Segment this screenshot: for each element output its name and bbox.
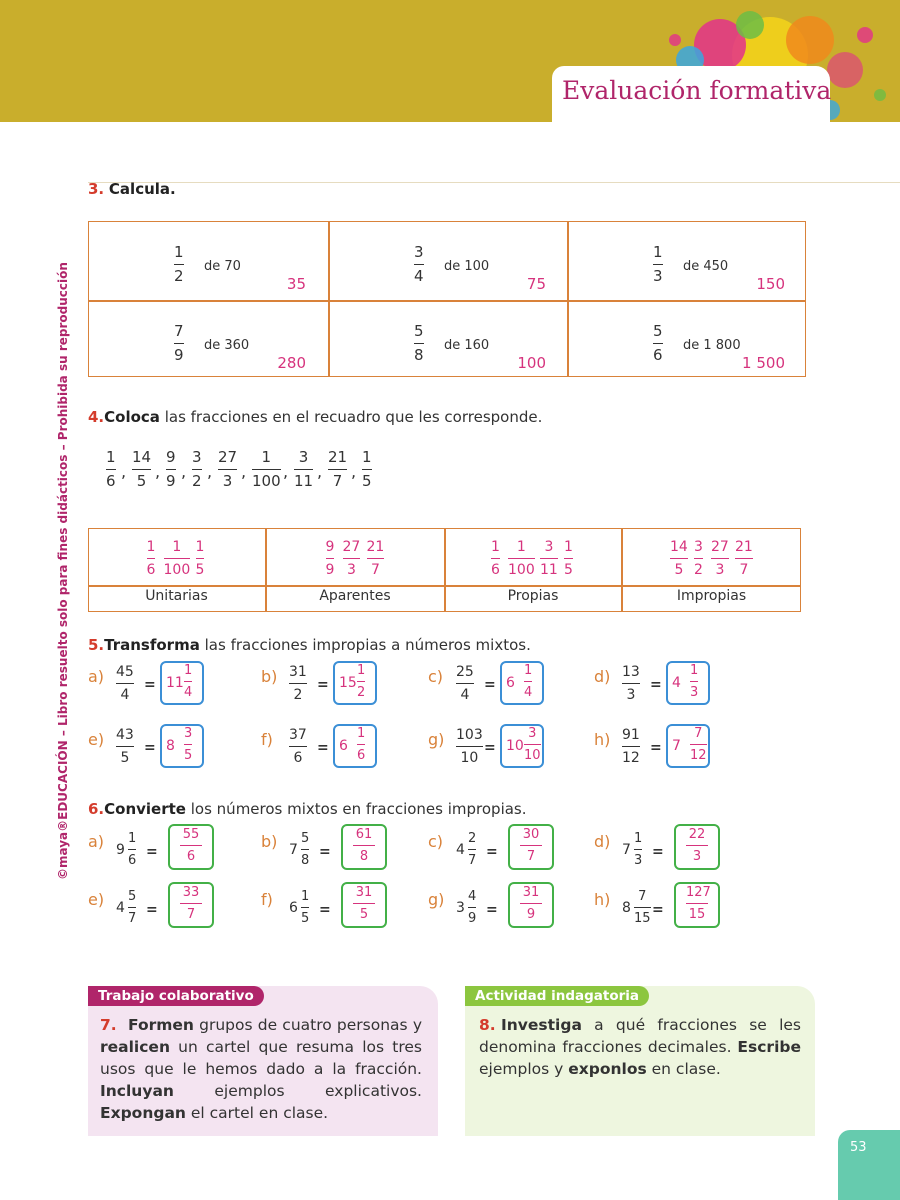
comma: , xyxy=(241,462,247,481)
equals-sign: = xyxy=(484,677,496,693)
denominator: 7 xyxy=(332,472,343,490)
denominator: 12 xyxy=(622,750,640,766)
q5-fraction xyxy=(456,728,483,765)
numerator: 25 xyxy=(456,664,474,680)
mixed-whole: 11 xyxy=(166,675,184,691)
mixed-whole: 3 xyxy=(456,900,465,916)
denominator: 9 xyxy=(526,907,536,922)
answer-fraction xyxy=(524,664,532,699)
q4-category-fraction xyxy=(491,540,500,577)
denominator: 3 xyxy=(626,687,636,703)
numerator: 5 xyxy=(653,322,663,340)
q6-fraction xyxy=(301,832,309,867)
equals-sign: = xyxy=(144,677,156,693)
numerator: 3 xyxy=(544,539,554,555)
denominator: 2 xyxy=(694,562,703,578)
q6-fraction xyxy=(128,832,136,867)
denominator: 5 xyxy=(136,472,147,490)
denominator: 5 xyxy=(301,911,310,926)
denominator: 8 xyxy=(301,853,310,868)
numerator: 3 xyxy=(298,448,309,466)
q5-fraction xyxy=(116,665,134,702)
denominator: 3 xyxy=(715,562,725,578)
numerator: 31 xyxy=(289,664,307,680)
denominator: 8 xyxy=(359,849,369,864)
q4-category-fraction xyxy=(196,540,205,577)
comma: , xyxy=(121,462,127,481)
q5-fraction xyxy=(622,665,640,702)
denominator: 5 xyxy=(362,472,372,490)
item-label: b) xyxy=(261,832,278,851)
collaborative-work-card xyxy=(88,986,438,1136)
denominator: 9 xyxy=(325,562,335,578)
numerator: 3 xyxy=(528,726,537,741)
item-label: a) xyxy=(88,667,105,686)
numerator: 14 xyxy=(132,448,152,466)
denominator: 100 xyxy=(252,472,281,490)
denominator: 4 xyxy=(460,687,470,703)
q4-fraction xyxy=(294,450,313,489)
numerator: 2 xyxy=(468,831,477,846)
numerator: 22 xyxy=(688,827,706,842)
q3-text: de 450 xyxy=(683,259,729,274)
denominator: 7 xyxy=(526,849,536,864)
numerator: 27 xyxy=(218,448,238,466)
denominator: 7 xyxy=(739,562,749,578)
mixed-whole: 4 xyxy=(672,675,681,691)
numerator: 1 xyxy=(172,539,182,555)
numerator: 21 xyxy=(735,539,753,555)
q5-fraction xyxy=(116,728,134,765)
q4-category-fraction xyxy=(147,540,156,577)
denominator: 2 xyxy=(174,267,184,285)
q6-fraction xyxy=(634,890,651,925)
equals-sign: = xyxy=(486,844,498,860)
numerator: 1 xyxy=(261,448,272,466)
q4-category-fraction xyxy=(367,540,385,577)
answer-fraction xyxy=(353,828,375,863)
denominator: 2 xyxy=(192,472,202,490)
numerator: 5 xyxy=(301,831,310,846)
numerator: 45 xyxy=(116,664,134,680)
equals-sign: = xyxy=(144,740,156,756)
q3-fraction xyxy=(653,324,663,363)
q6-fraction xyxy=(468,890,476,925)
denominator: 11 xyxy=(540,562,558,578)
denominator: 5 xyxy=(564,562,573,578)
numerator: 9 xyxy=(166,448,176,466)
numerator: 1 xyxy=(362,448,372,466)
numerator: 21 xyxy=(366,539,385,555)
numerator: 127 xyxy=(686,885,711,900)
q4-category-label: Unitarias xyxy=(145,588,208,604)
answer-fraction xyxy=(180,886,202,921)
numerator: 21 xyxy=(328,448,348,466)
numerator: 1 xyxy=(690,663,699,678)
numerator: 1 xyxy=(195,539,205,555)
q6-fraction xyxy=(301,890,309,925)
mixed-whole: 10 xyxy=(506,738,524,754)
q4-fraction xyxy=(362,450,372,489)
q6-fraction xyxy=(634,832,642,867)
numerator: 3 xyxy=(414,243,424,261)
numerator: 3 xyxy=(192,448,202,466)
q4-category-fraction xyxy=(564,540,573,577)
q3-text: de 100 xyxy=(444,259,490,274)
mixed-whole: 15 xyxy=(339,675,357,691)
numerator: 1 xyxy=(174,243,184,261)
q3-text: de 1 800 xyxy=(683,338,741,353)
denominator: 2 xyxy=(357,685,366,700)
q3-text: de 160 xyxy=(444,338,490,353)
denominator: 100 xyxy=(163,562,191,578)
answer-fraction xyxy=(520,828,542,863)
comma: , xyxy=(155,462,161,481)
equals-sign: = xyxy=(146,902,158,918)
item-label: e) xyxy=(88,730,105,749)
numerator: 1 xyxy=(301,889,310,904)
numerator: 14 xyxy=(670,539,688,555)
item-label: f) xyxy=(261,730,273,749)
q3-heading: 3. Calcula. xyxy=(88,180,176,198)
item-label: e) xyxy=(88,890,105,909)
numerator: 3 xyxy=(184,726,193,741)
q4-category-fraction xyxy=(164,540,191,577)
numerator: 31 xyxy=(355,885,373,900)
denominator: 10 xyxy=(524,748,541,763)
q3-fraction xyxy=(414,324,424,363)
denominator: 6 xyxy=(653,346,663,364)
item-label: d) xyxy=(594,667,611,686)
answer-fraction xyxy=(686,885,711,922)
q4-category-label: Impropias xyxy=(676,588,747,604)
card-tag: Trabajo colaborativo xyxy=(88,986,264,1006)
copyright-sidebar: ©maya®EDUCACIÓN – Libro resuelto solo para fines didácticos – Prohibida su reproducción xyxy=(56,262,70,880)
denominator: 3 xyxy=(346,562,356,578)
denominator: 11 xyxy=(294,472,314,490)
answer-fraction xyxy=(357,727,365,762)
numerator: 3 xyxy=(694,539,703,555)
q5-heading: 5.Transforma las fracciones impropias a números mixtos. xyxy=(88,636,531,654)
denominator: 2 xyxy=(293,687,303,703)
numerator: 43 xyxy=(116,727,134,743)
numerator: 1 xyxy=(357,663,366,678)
item-label: h) xyxy=(594,730,611,749)
equals-sign: = xyxy=(484,740,496,756)
item-label: b) xyxy=(261,667,278,686)
q3-text: de 360 xyxy=(204,338,250,353)
comma: , xyxy=(283,462,289,481)
answer-fraction xyxy=(686,828,708,863)
denominator: 6 xyxy=(106,472,116,490)
numerator: 13 xyxy=(622,664,640,680)
equals-sign: = xyxy=(650,740,662,756)
numerator: 27 xyxy=(711,539,729,555)
equals-sign: = xyxy=(146,844,158,860)
denominator: 5 xyxy=(359,907,369,922)
numerator: 1 xyxy=(564,539,573,555)
mixed-whole: 7 xyxy=(622,842,631,858)
denominator: 5 xyxy=(674,562,684,578)
comma: , xyxy=(207,462,213,481)
answer-fraction xyxy=(524,727,541,762)
q6-fraction xyxy=(468,832,476,867)
numerator: 37 xyxy=(289,727,307,743)
denominator: 10 xyxy=(460,750,479,766)
numerator: 1 xyxy=(146,539,156,555)
denominator: 3 xyxy=(653,267,663,285)
numerator: 7 xyxy=(694,726,703,741)
numerator: 27 xyxy=(342,539,361,555)
answer-fraction xyxy=(353,886,375,921)
q3-fraction xyxy=(653,245,663,284)
divider xyxy=(88,182,900,183)
numerator: 1 xyxy=(516,539,526,555)
q3-answer: 35 xyxy=(286,275,306,293)
comma: , xyxy=(181,462,187,481)
answer-fraction xyxy=(357,664,365,699)
q3-text: de 70 xyxy=(204,259,241,274)
card-text: 7. Formen grupos de cuatro personas y realicen un cartel que resuma los tres usos que le hemos dado a la fracción. Incluyan ejemplos explicativos. Expongan el cartel en clase. xyxy=(100,1016,422,1122)
page-title: Evaluación formativa xyxy=(562,76,832,105)
denominator: 15 xyxy=(688,907,706,922)
mixed-whole: 7 xyxy=(289,842,298,858)
item-label: a) xyxy=(88,832,105,851)
denominator: 15 xyxy=(634,911,651,926)
item-label: c) xyxy=(428,667,444,686)
denominator: 7 xyxy=(468,853,477,868)
q4-category-fraction xyxy=(326,540,335,577)
q5-fraction xyxy=(456,665,474,702)
mixed-whole: 4 xyxy=(116,900,125,916)
denominator: 5 xyxy=(195,562,205,578)
equals-sign: = xyxy=(652,902,664,918)
q4-category-fraction xyxy=(711,540,729,577)
denominator: 3 xyxy=(634,853,643,868)
denominator: 6 xyxy=(293,750,303,766)
page-number: 53 xyxy=(838,1130,900,1200)
q4-fraction xyxy=(166,450,176,489)
answer-fraction xyxy=(690,727,707,762)
q4-category-fraction xyxy=(540,540,558,577)
q4-category-fraction xyxy=(508,540,535,577)
item-label: g) xyxy=(428,890,445,909)
denominator: 7 xyxy=(128,911,137,926)
answer-fraction xyxy=(180,828,202,863)
mixed-whole: 9 xyxy=(116,842,125,858)
equals-sign: = xyxy=(650,677,662,693)
q4-fraction xyxy=(132,450,151,489)
card-text: 8. Investiga a qué fracciones se les denomina fracciones decimales. Escribe ejemplos y exponlos en clase. xyxy=(479,1016,801,1078)
denominator: 3 xyxy=(690,685,699,700)
numerator: 91 xyxy=(622,727,640,743)
denominator: 6 xyxy=(128,853,137,868)
q5-fraction xyxy=(622,728,640,765)
numerator: 1 xyxy=(634,831,643,846)
q4-fraction xyxy=(252,450,281,489)
q6-heading: 6.Convierte los números mixtos en fracciones impropias. xyxy=(88,800,527,818)
comma: , xyxy=(351,462,357,481)
denominator: 6 xyxy=(146,562,156,578)
numerator: 4 xyxy=(468,889,477,904)
denominator: 9 xyxy=(174,346,184,364)
numerator: 1 xyxy=(128,831,137,846)
q3-fraction xyxy=(174,245,184,284)
denominator: 7 xyxy=(186,907,196,922)
denominator: 3 xyxy=(222,472,233,490)
numerator: 1 xyxy=(491,539,500,555)
denominator: 7 xyxy=(370,562,380,578)
item-label: c) xyxy=(428,832,444,851)
item-label: d) xyxy=(594,832,611,851)
q4-fraction xyxy=(106,450,116,489)
answer-fraction xyxy=(520,886,542,921)
q4-fraction xyxy=(218,450,237,489)
numerator: 1 xyxy=(184,663,193,678)
equals-sign: = xyxy=(652,844,664,860)
numerator: 61 xyxy=(355,827,373,842)
item-label: g) xyxy=(428,730,445,749)
denominator: 4 xyxy=(184,685,193,700)
numerator: 1 xyxy=(106,448,116,466)
numerator: 30 xyxy=(522,827,540,842)
card-tag: Actividad indagatoria xyxy=(465,986,649,1006)
mixed-whole: 8 xyxy=(622,900,631,916)
inquiry-activity-card xyxy=(465,986,815,1136)
item-label: f) xyxy=(261,890,273,909)
denominator: 100 xyxy=(508,562,535,578)
q3-fraction xyxy=(414,245,424,284)
denominator: 8 xyxy=(414,346,424,364)
equals-sign: = xyxy=(317,677,329,693)
denominator: 6 xyxy=(186,849,196,864)
q3-answer: 280 xyxy=(277,354,306,372)
q3-answer: 1 500 xyxy=(742,354,785,372)
mixed-whole: 7 xyxy=(672,738,681,754)
q4-fraction xyxy=(192,450,202,489)
denominator: 4 xyxy=(524,685,533,700)
mixed-whole: 8 xyxy=(166,738,175,754)
numerator: 55 xyxy=(182,827,200,842)
numerator: 103 xyxy=(456,727,483,743)
denominator: 6 xyxy=(491,562,500,578)
q3-answer: 100 xyxy=(517,354,546,372)
answer-fraction xyxy=(184,664,192,699)
equals-sign: = xyxy=(319,902,331,918)
numerator: 7 xyxy=(174,322,184,340)
numerator: 1 xyxy=(357,726,366,741)
q4-category-fraction xyxy=(343,540,361,577)
denominator: 5 xyxy=(184,748,193,763)
numerator: 1 xyxy=(524,663,533,678)
q5-fraction xyxy=(289,728,307,765)
q4-category-fraction xyxy=(670,540,688,577)
q3-answer: 150 xyxy=(756,275,785,293)
answer-fraction xyxy=(690,664,698,699)
answer-fraction xyxy=(184,727,192,762)
numerator: 33 xyxy=(182,885,200,900)
equals-sign: = xyxy=(486,902,498,918)
q3-answer: 75 xyxy=(526,275,546,293)
mixed-whole: 4 xyxy=(456,842,465,858)
denominator: 9 xyxy=(468,911,477,926)
q4-fraction xyxy=(328,450,347,489)
denominator: 3 xyxy=(692,849,702,864)
mixed-whole: 6 xyxy=(506,675,515,691)
denominator: 4 xyxy=(414,267,424,285)
q4-category-fraction xyxy=(735,540,753,577)
numerator: 7 xyxy=(638,889,647,904)
q3-fraction xyxy=(174,324,184,363)
q4-category-label: Aparentes xyxy=(319,588,391,604)
q5-fraction xyxy=(289,665,307,702)
comma: , xyxy=(317,462,323,481)
equals-sign: = xyxy=(319,844,331,860)
mixed-whole: 6 xyxy=(289,900,298,916)
numerator: 31 xyxy=(522,885,540,900)
q4-category-label: Propias xyxy=(507,588,559,604)
q4-heading: 4.Coloca las fracciones en el recuadro que les corresponde. xyxy=(88,408,543,426)
numerator: 1 xyxy=(653,243,663,261)
denominator: 12 xyxy=(690,748,707,763)
equals-sign: = xyxy=(317,740,329,756)
q4-category-fraction xyxy=(694,540,703,577)
q6-fraction xyxy=(128,890,136,925)
mixed-whole: 6 xyxy=(339,738,348,754)
denominator: 4 xyxy=(120,687,130,703)
denominator: 9 xyxy=(166,472,176,490)
denominator: 5 xyxy=(120,750,130,766)
item-label: h) xyxy=(594,890,611,909)
denominator: 6 xyxy=(357,748,366,763)
numerator: 9 xyxy=(325,539,335,555)
numerator: 5 xyxy=(414,322,424,340)
numerator: 5 xyxy=(128,889,137,904)
